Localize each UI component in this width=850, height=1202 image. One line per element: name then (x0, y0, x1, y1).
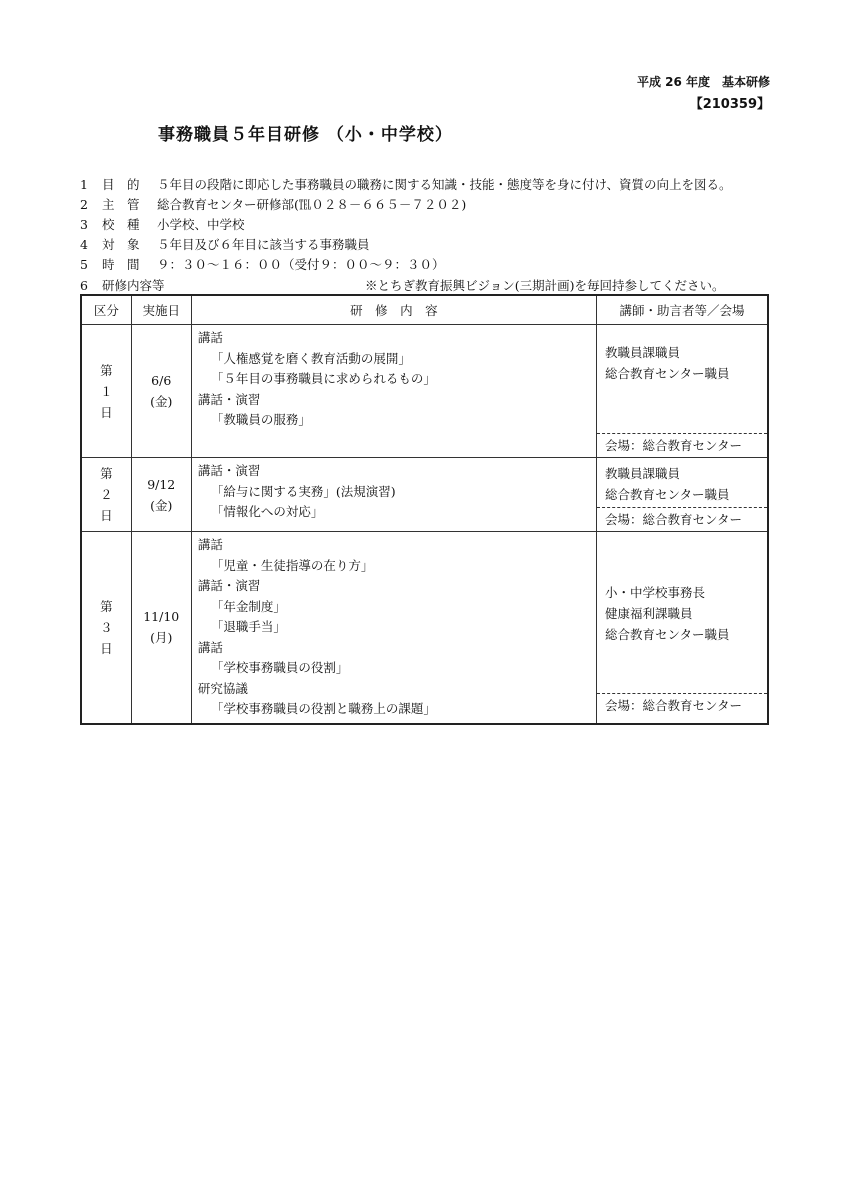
session-content (191, 532, 596, 724)
info-value: 小学校、中学校 (157, 217, 245, 232)
content-topic: 「学校事務職員の役割」 (210, 660, 349, 675)
table-row (81, 532, 768, 724)
weekday-value: (金) (150, 497, 173, 513)
schedule-body (81, 325, 768, 724)
content-format: 講話・演習 (197, 578, 261, 593)
table-row (81, 458, 768, 532)
info-item (80, 195, 466, 213)
date-value: 9/12 (147, 476, 176, 492)
lecturer-name: 総合教育センター職員 (604, 487, 730, 502)
lecturer-name: 総合教育センター職員 (604, 366, 730, 381)
info-item (80, 175, 732, 193)
session-content (191, 325, 596, 458)
weekday-value: (金) (150, 394, 173, 409)
table-header-row (81, 295, 768, 325)
info-number: 4 (80, 237, 88, 252)
lecturer-list (597, 458, 767, 507)
info-number: 3 (80, 217, 88, 232)
info-label: 時 間 (102, 257, 140, 272)
venue-label: 会場：総合教育センター (597, 433, 767, 457)
date-value: 6/6 (151, 373, 172, 388)
content-topic: 「学校事務職員の役割と職務上の課題」 (210, 701, 436, 716)
content-format: 講話 (197, 330, 223, 345)
header-year-course: 平成 26 年度 基本研修 (636, 75, 770, 89)
info-number: 1 (80, 177, 88, 192)
day-label (81, 532, 131, 724)
header-content: 研 修 内 容 (191, 295, 596, 325)
day-label-char: 第 (100, 598, 113, 614)
info-number: 5 (80, 257, 88, 272)
header-lecturer-venue: 講師・助言者等／会場 (596, 295, 768, 325)
day-label (81, 325, 131, 458)
venue-label: 会場：総合教育センター (597, 507, 767, 531)
bring-note: ※とちぎ教育振興ビジョン(三期計画)を毎回持参してください。 (365, 278, 725, 293)
session-date (131, 532, 191, 724)
content-topic: 「給与に関する実務」(法規演習) (210, 483, 396, 499)
table-row (81, 325, 768, 458)
info-item (80, 235, 370, 253)
day-label-char: 日 (100, 404, 113, 420)
lecturer-venue-cell (596, 325, 768, 458)
session-date (131, 458, 191, 532)
header-kubun: 区分 (81, 295, 131, 325)
venue-label: 会場：総合教育センター (597, 693, 767, 717)
lecturer-name: 健康福利課職員 (604, 606, 693, 621)
day-label-char: ２ (100, 487, 113, 502)
content-topic: 「児童・生徒指導の在り方」 (210, 557, 374, 573)
info-value: 総合教育センター研修部(℡０２８－６６５－７２０２) (157, 197, 467, 212)
info-item (80, 276, 165, 294)
info-item (80, 255, 445, 273)
content-topic: 「人権感覚を磨く教育活動の展開」 (210, 350, 411, 366)
day-label-char: 第 (100, 466, 113, 481)
lecturer-name: 小・中学校事務長 (604, 585, 705, 600)
day-label-char: １ (100, 383, 113, 399)
session-content (191, 458, 596, 532)
info-label: 主 管 (102, 197, 140, 212)
lecturer-list (597, 532, 767, 693)
lecturer-name: 教職員課職員 (604, 345, 680, 360)
schedule-table (80, 294, 769, 725)
date-value: 11/10 (143, 609, 180, 625)
info-label: 校 種 (102, 217, 140, 232)
day-label-char: ３ (100, 619, 113, 635)
header-course-code: 【210359】 (689, 97, 770, 112)
weekday-value: (月) (150, 630, 173, 646)
lecturer-name: 教職員課職員 (604, 466, 680, 481)
lecturer-name: 総合教育センター職員 (604, 627, 730, 642)
content-topic: 「５年目の事務職員に求められるもの」 (210, 371, 436, 386)
lecturer-venue-cell (596, 532, 768, 724)
content-topic: 「教職員の服務」 (210, 412, 311, 427)
content-format: 研究協議 (197, 680, 248, 696)
info-number: 6 (80, 278, 88, 293)
info-value: ５年目の段階に即応した事務職員の職務に関する知識・技能・態度等を身に付け、資質の向上を図る。 (157, 177, 732, 192)
lecturer-list (597, 325, 767, 433)
content-topic: 「年金制度」 (210, 598, 286, 614)
info-value: ９：３０～１６：００（受付９：００～９：３０） (157, 257, 445, 272)
day-label-char: 日 (100, 508, 113, 523)
day-label-char: 日 (100, 640, 113, 656)
session-date (131, 325, 191, 458)
content-format: 講話 (197, 639, 223, 655)
info-label: 目 的 (102, 177, 140, 192)
info-item (80, 215, 245, 233)
lecturer-venue-cell (596, 458, 768, 532)
page-title: 事務職員５年目研修 （小・中学校） (158, 125, 453, 145)
content-format: 講話 (197, 537, 223, 552)
info-value: ５年目及び６年目に該当する事務職員 (157, 237, 370, 252)
content-topic: 「情報化への対応」 (210, 504, 324, 519)
header-date: 実施日 (131, 295, 191, 325)
day-label (81, 458, 131, 532)
content-topic: 「退職手当」 (210, 619, 286, 634)
content-format: 講話・演習 (197, 391, 261, 407)
info-number: 2 (80, 197, 88, 212)
info-label: 対 象 (102, 237, 140, 252)
day-label-char: 第 (100, 362, 113, 378)
info-label: 研修内容等 (102, 278, 165, 293)
content-format: 講話・演習 (197, 463, 261, 478)
